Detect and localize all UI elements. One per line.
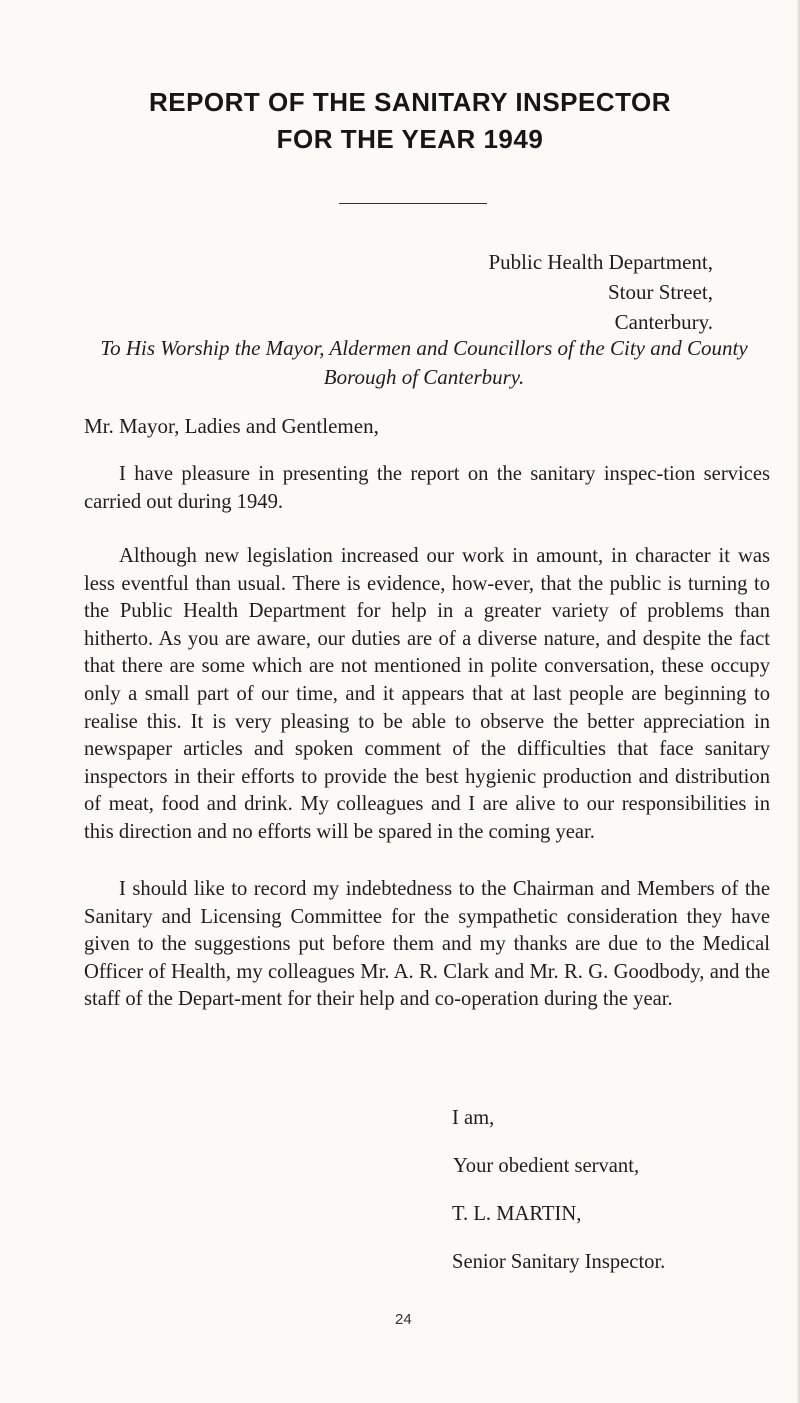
greeting: Mr. Mayor, Ladies and Gentlemen, — [84, 414, 379, 438]
paragraph-3: I should like to record my indebtedness to the Chairman and Members of the Sanitary and Licensing Committee for the sympathetic consideration they have given to the suggestions put before them and my thanks are due to the Medical Officer of Health, my colleagues Mr. A. R. Clark and Mr. R. G. Goodbody, and the staff of the Depart-ment for their help and co-operation during the year. — [84, 878, 770, 1011]
report-title — [60, 84, 760, 158]
closing-line-1: I am, — [452, 1107, 495, 1129]
page-number: 24 — [395, 1311, 412, 1328]
page-edge-shadow — [796, 0, 800, 1403]
paragraph-2: Although new legislation increased our work in amount, in character it was less eventful than usual. There is evidence, how-ever, that the public is turning to the Public Health Department for help in a greater variety of problems than hitherto. As you are aware, our duties are of a diverse nature, and despite the fact that there are some which are not mentioned in polite conversation, these occupy only a small part of our time, and it appears that at last people are beginning to realise this. It is very pleasing to be able to observe the better appreciation in newspaper articles and spoken comment of the difficulties that face sanitary inspectors in their efforts to provide the best hygienic production and distribution of meat, food and drink. My colleagues and I are alive to our responsibilities in this direction and no efforts will be spared in the coming year. — [84, 545, 770, 843]
addressee: To His Worship the Mayor, Aldermen and Councillors of the City and County Borough of Canterbury. — [100, 336, 748, 389]
closing-line-2: Your obedient servant, — [453, 1155, 640, 1177]
signatory-name: T. L. MARTIN, — [452, 1203, 582, 1225]
signatory-position: Senior Sanitary Inspector. — [452, 1251, 666, 1273]
sender-address — [488, 247, 713, 337]
paragraph-1: I have pleasure in presenting the report on the sanitary inspec-tion services carried out during 1949. — [84, 463, 770, 513]
address-line-1: Public Health Department, — [488, 250, 713, 274]
address-line-2: Stour Street, — [608, 280, 713, 304]
title-line-2: FOR THE YEAR 1949 — [276, 124, 544, 154]
address-line-3: Canterbury. — [614, 310, 713, 334]
title-divider — [339, 203, 487, 204]
title-line-1: REPORT OF THE SANITARY INSPECTOR — [148, 87, 672, 117]
